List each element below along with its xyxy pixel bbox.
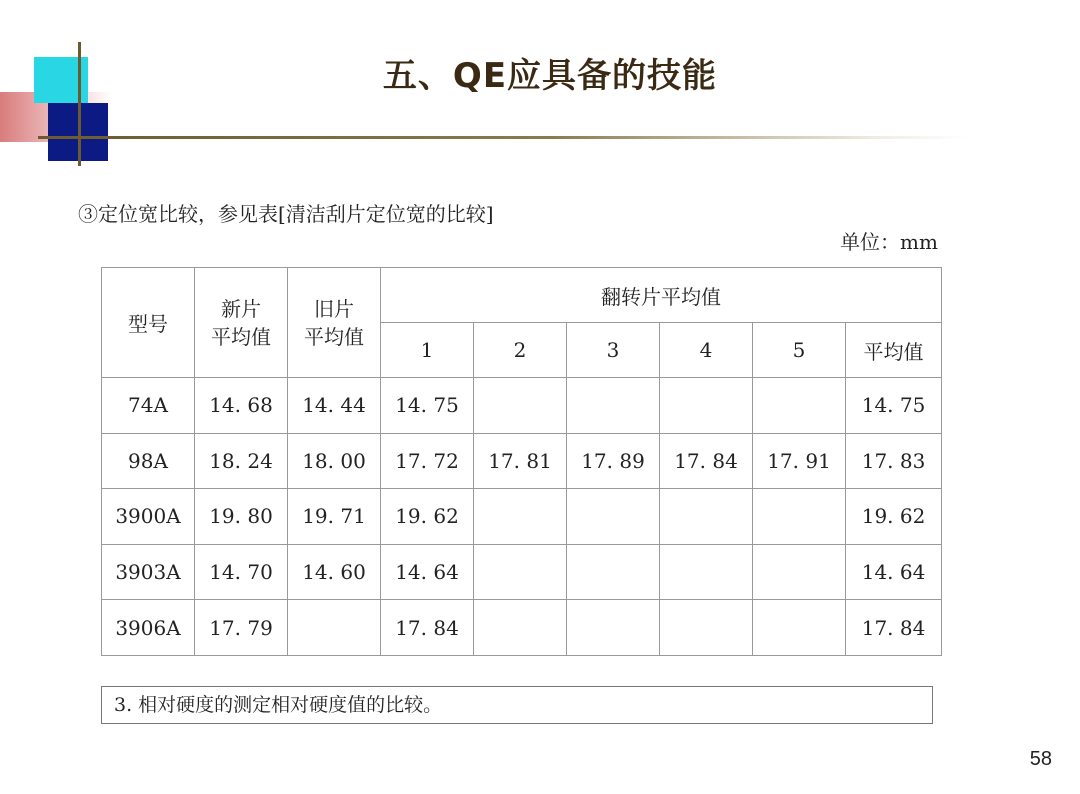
slide-title: 五、QE应具备的技能 [382,56,718,96]
value-cell [753,544,846,600]
header-model: 型号 [102,268,195,378]
header-new-avg [195,268,288,378]
value-cell: 19. 80 [195,489,288,545]
value-cell [660,600,753,656]
header-flip-col: 平均值 [846,323,942,378]
table-row [102,433,942,489]
table-row [102,489,942,545]
value-cell [660,489,753,545]
value-cell: 17. 89 [567,433,660,489]
header-flip-col: 2 [474,323,567,378]
value-cell: 17. 72 [381,433,474,489]
header-new-line1: 新片 [221,296,261,321]
header-flip-col: 4 [660,323,753,378]
value-cell [660,544,753,600]
width-comparison-table [101,267,942,656]
value-cell: 14. 64 [846,544,942,600]
model-cell: 3903A [102,544,195,600]
model-cell: 98A [102,433,195,489]
model-cell: 3906A [102,600,195,656]
decoration-vertical-line [78,42,81,166]
unit-label: 单位：mm [840,230,938,254]
value-cell: 17. 91 [753,433,846,489]
value-cell [567,544,660,600]
header-old-line2: 平均值 [304,324,364,349]
value-cell [474,378,567,434]
value-cell: 17. 81 [474,433,567,489]
value-cell [567,600,660,656]
table-row [102,544,942,600]
value-cell [567,489,660,545]
table-row [102,378,942,434]
table-row [102,600,942,656]
value-cell: 17. 84 [660,433,753,489]
header-flip-col: 1 [381,323,474,378]
value-cell [753,489,846,545]
value-cell: 14. 70 [195,544,288,600]
value-cell [753,378,846,434]
value-cell: 17. 84 [846,600,942,656]
value-cell [288,600,381,656]
value-cell [474,600,567,656]
value-cell [753,600,846,656]
value-cell [474,544,567,600]
value-cell: 17. 83 [846,433,942,489]
value-cell: 19. 62 [846,489,942,545]
value-cell [660,378,753,434]
value-cell: 14. 68 [195,378,288,434]
header-row-1 [102,268,942,323]
value-cell: 14. 64 [381,544,474,600]
value-cell: 14. 44 [288,378,381,434]
header-flip-group: 翻转片平均值 [381,268,942,323]
model-cell: 3900A [102,489,195,545]
section-subtitle: ③定位宽比较，参见表[清洁刮片定位宽的比较] [78,202,494,226]
header-flip-col: 5 [753,323,846,378]
value-cell: 17. 79 [195,600,288,656]
header-old-line1: 旧片 [314,296,354,321]
table-body [102,378,942,656]
page-number: 58 [1029,748,1052,770]
value-cell: 18. 24 [195,433,288,489]
value-cell: 18. 00 [288,433,381,489]
value-cell: 17. 84 [381,600,474,656]
value-cell [474,489,567,545]
value-cell: 14. 60 [288,544,381,600]
model-cell: 74A [102,378,195,434]
value-cell: 19. 71 [288,489,381,545]
value-cell: 14. 75 [381,378,474,434]
corner-decoration [0,0,200,175]
header-new-line2: 平均值 [211,324,271,349]
header-flip-col: 3 [567,323,660,378]
value-cell [567,378,660,434]
note-box: 3. 相对硬度的测定相对硬度值的比较。 [101,686,933,724]
value-cell: 14. 75 [846,378,942,434]
value-cell: 19. 62 [381,489,474,545]
title-underline [38,136,968,139]
header-old-avg [288,268,381,378]
